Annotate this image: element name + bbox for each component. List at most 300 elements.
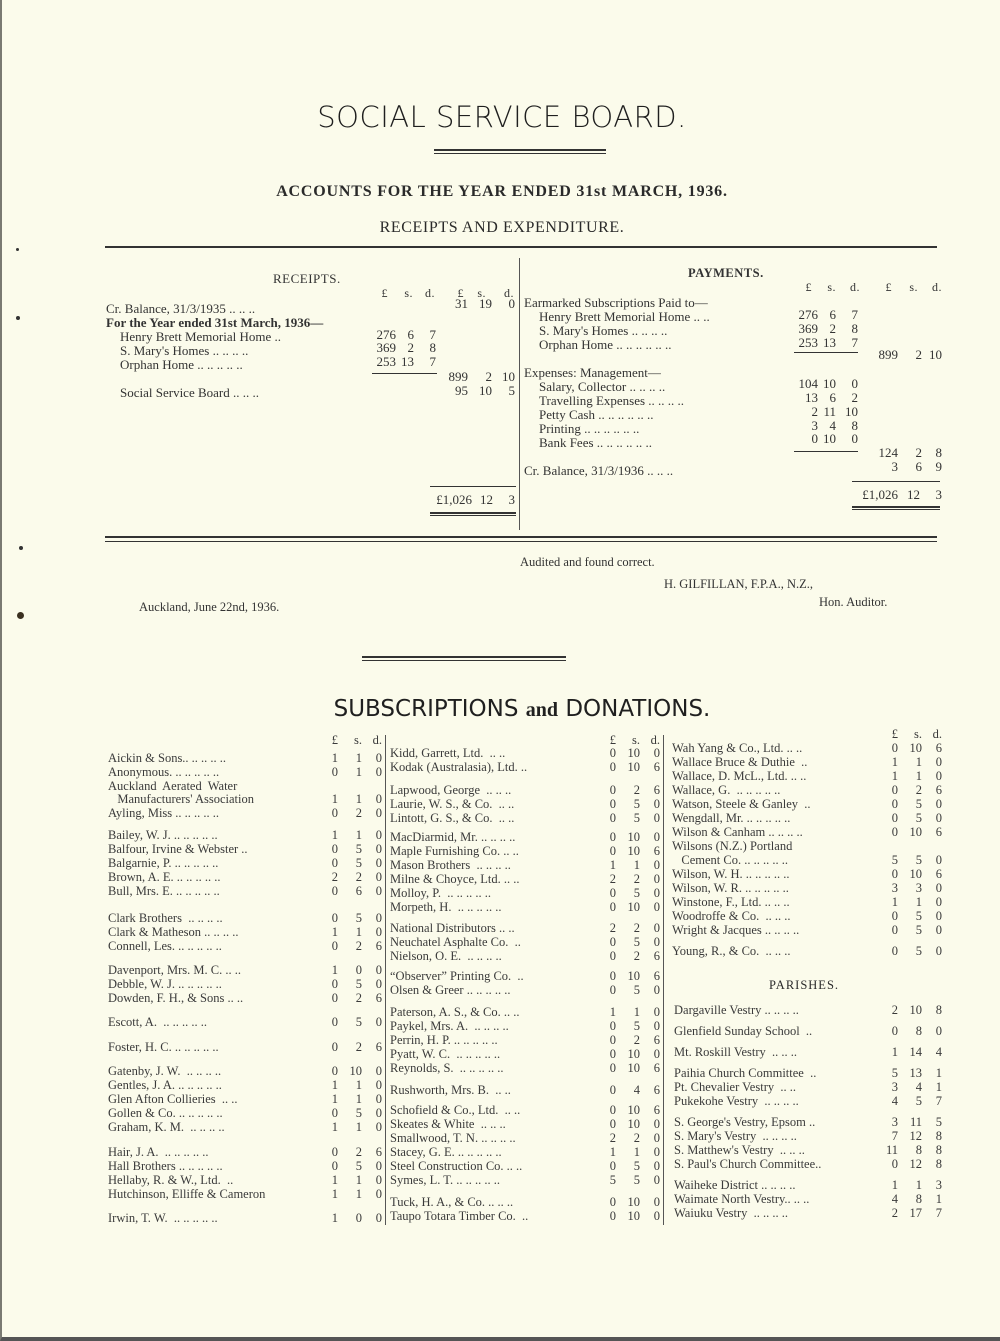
amount-shillings: 10 [627, 1103, 640, 1117]
amount-pence: 0 [375, 1211, 382, 1225]
donor-name: Gollen & Co. .. .. .. .. .. [108, 1106, 223, 1120]
amount [598, 1019, 660, 1033]
amount-shillings: 1 [915, 1178, 922, 1192]
donor-name: Neuchatel Asphalte Co. .. [390, 935, 521, 949]
donor-name: Pukekohe Vestry .. .. .. .. [674, 1094, 799, 1108]
amount [598, 844, 660, 858]
list-item [108, 884, 382, 898]
amount-pence: 6 [653, 1033, 660, 1047]
amount [598, 921, 660, 935]
list-item [674, 1066, 942, 1080]
list-item [390, 1159, 660, 1173]
donor-name: Clark Brothers .. .. .. .. [108, 911, 223, 925]
amount-shillings: 5 [915, 1094, 922, 1108]
amount [320, 792, 382, 806]
amount-pence: 0 [375, 856, 382, 870]
amount-shillings: 5 [355, 977, 362, 991]
amount [598, 1131, 660, 1145]
amount [598, 811, 660, 825]
amount-shillings: 2 [355, 1040, 362, 1054]
amount-pounds: 1 [891, 1178, 898, 1192]
amount [320, 911, 382, 925]
amount-pence: 0 [653, 1131, 660, 1145]
donor-name: Morpeth, H. .. .. .. .. .. [390, 900, 502, 914]
amount [598, 1083, 660, 1097]
amount-pence: 6 [935, 783, 942, 797]
list-item [390, 1033, 660, 1047]
amount-pence: 0 [653, 1145, 660, 1159]
amount-shillings: 11 [909, 1115, 922, 1129]
receipt-sub-pounds: 276 [376, 327, 396, 342]
amount-pence: 0 [653, 1117, 660, 1131]
amount-pence: 0 [653, 1159, 660, 1173]
amount-pence: 6 [653, 783, 660, 797]
amount-pounds: 0 [331, 939, 338, 953]
list-item [390, 921, 660, 935]
amount [880, 1024, 942, 1038]
receipt-total-pence: 10 [502, 369, 515, 384]
amount-pounds: 0 [609, 1083, 616, 1097]
donor-name: Clark & Matheson .. .. .. .. [108, 925, 239, 939]
donor-name: Wallace, D. McL., Ltd. .. .. [672, 769, 807, 783]
payment-sub-pence: 2 [851, 390, 858, 405]
section-heading: RECEIPTS AND EXPENDITURE. [379, 219, 625, 236]
list-item [390, 1145, 660, 1159]
col-header-shillings: s. [909, 280, 918, 294]
amount-pence: 6 [935, 825, 942, 839]
amount [320, 1040, 382, 1054]
donor-name: Hall Brothers .. .. .. .. .. [108, 1159, 223, 1173]
payment-total-pounds: 124 [878, 445, 898, 460]
amount-pounds: 1 [331, 1092, 338, 1106]
amount-pounds: 0 [609, 1061, 616, 1075]
list-item [108, 1078, 382, 1092]
payment-sub-pence: 0 [851, 376, 858, 391]
list-item [390, 1083, 660, 1097]
amount-shillings: 1 [355, 792, 362, 806]
amount-pounds: 1 [331, 925, 338, 939]
list-item [390, 1103, 660, 1117]
subscriptions-column-k-t [390, 0, 660, 1341]
donor-name: Stacey, G. E. .. .. .. .. .. [390, 1145, 502, 1159]
amount-pence: 0 [375, 925, 382, 939]
donor-name: Milne & Choyce, Ltd. .. .. [390, 872, 520, 886]
donor-name: Kidd, Garrett, Ltd. .. .. [390, 746, 506, 760]
col-header-pence: d. [850, 280, 860, 294]
donor-name: Bull, Mrs. E. .. .. .. .. .. [108, 884, 220, 898]
amount-shillings: 1 [355, 1078, 362, 1092]
amount-shillings: 2 [915, 783, 922, 797]
donor-name: Watson, Steele & Ganley .. [672, 797, 811, 811]
amount [320, 963, 382, 977]
list-item [390, 830, 660, 844]
list-item [674, 1178, 942, 1192]
amount-shillings: 5 [355, 1015, 362, 1029]
amount-pounds: 1 [891, 1045, 898, 1059]
donor-name: Dargaville Vestry .. .. .. .. [674, 1003, 799, 1017]
amount-pounds: 5 [891, 1066, 898, 1080]
amount-pounds: 0 [609, 830, 616, 844]
amount-pence: 6 [653, 1083, 660, 1097]
amount-pounds: 11 [885, 1143, 898, 1157]
amount-pounds: 0 [891, 1157, 898, 1171]
amount-shillings: 5 [633, 935, 640, 949]
list-item [108, 1159, 382, 1173]
col-header-pounds: £ [805, 280, 812, 294]
amount [598, 1005, 660, 1019]
amount-shillings: 10 [627, 1209, 640, 1223]
amount-shillings: 2 [355, 1145, 362, 1159]
col-header-pence: d. [504, 286, 514, 300]
amount [320, 1173, 382, 1187]
amount-pence: 0 [375, 911, 382, 925]
receipt-total-pounds: 95 [455, 383, 468, 398]
amount-pounds: 4 [891, 1192, 898, 1206]
amount-shillings: 1 [355, 1173, 362, 1187]
donor-name: Dowden, F. H., & Sons .. .. [108, 991, 244, 1005]
list-item [390, 886, 660, 900]
amount-shillings: 10 [909, 1003, 922, 1017]
amount-pounds: 0 [331, 842, 338, 856]
auditor-name: H. GILFILLAN, F.P.A., N.Z., [664, 577, 813, 591]
amount [598, 858, 660, 872]
amount-pence: 0 [935, 811, 942, 825]
list-item [390, 858, 660, 872]
amount [598, 1209, 660, 1223]
payments-grand-total-shillings: 12 [907, 487, 920, 502]
amount-shillings: 5 [355, 1159, 362, 1173]
donor-name: Wallace, G. .. .. .. .. .. [672, 783, 781, 797]
list-item [108, 870, 382, 884]
amount-pounds: 5 [609, 1173, 616, 1187]
amount [598, 783, 660, 797]
amount-pounds: 1 [331, 828, 338, 842]
list-item [390, 949, 660, 963]
amount-shillings: 1 [355, 1187, 362, 1201]
donor-name: Olsen & Greer .. .. .. .. .. [390, 983, 511, 997]
amount-shillings: 13 [909, 1066, 922, 1080]
amount-pence: 0 [375, 1092, 382, 1106]
donor-name: Paihia Church Committee .. [674, 1066, 817, 1080]
list-item [390, 783, 660, 797]
payment-line: Earmarked Subscriptions Paid to— [524, 295, 708, 310]
donor-name: Cement Co. .. .. .. .. .. [672, 853, 788, 867]
amount [320, 1159, 382, 1173]
amount-pounds: 0 [331, 911, 338, 925]
amount-shillings: 12 [909, 1157, 922, 1171]
amount-pence: 0 [653, 830, 660, 844]
payment-sub-pounds: 2 [811, 404, 818, 419]
donor-name: Paykel, Mrs. A. .. .. .. .. [390, 1019, 509, 1033]
list-item [108, 856, 382, 870]
amount [880, 1143, 942, 1157]
donor-name: Hair, J. A. .. .. .. .. .. [108, 1145, 209, 1159]
column-divider [385, 735, 386, 1225]
list-item [390, 1209, 660, 1223]
amount-shillings: 12 [909, 1129, 922, 1143]
amount-pounds: 0 [609, 900, 616, 914]
receipt-line: Cr. Balance, 31/3/1935 .. .. .. [106, 301, 256, 316]
amount-shillings: 2 [355, 991, 362, 1005]
donor-name: Glenfield Sunday School .. [674, 1024, 813, 1038]
amount-pounds: 0 [331, 1040, 338, 1054]
col-header-shillings: s. [477, 286, 486, 300]
list-item [390, 1195, 660, 1209]
amount [320, 842, 382, 856]
list-item [390, 872, 660, 886]
amount-pounds: 0 [609, 811, 616, 825]
donor-name: Gatenby, J. W. .. .. .. .. [108, 1064, 222, 1078]
donor-name: Mt. Roskill Vestry .. .. .. [674, 1045, 798, 1059]
amount-pence: 0 [653, 1005, 660, 1019]
list-item [674, 1143, 942, 1157]
receipt-total-pounds: 899 [448, 369, 468, 384]
amount [320, 1015, 382, 1029]
amount-pence: 0 [653, 872, 660, 886]
amount-pounds: 0 [891, 944, 898, 958]
amount [598, 886, 660, 900]
amount-pounds: 0 [891, 797, 898, 811]
amount [880, 1066, 942, 1080]
donor-name: Wah Yang & Co., Ltd. .. .. [672, 741, 803, 755]
donor-name: Woodroffe & Co. .. .. .. [672, 909, 791, 923]
amount-shillings: 2 [633, 921, 640, 935]
amount-pounds: 0 [609, 935, 616, 949]
amount [598, 1145, 660, 1159]
amount-shillings: 5 [915, 944, 922, 958]
parishes-heading: PARISHES. [769, 978, 840, 992]
subscriptions-col-header: £ s. d. [331, 733, 382, 747]
amount-pounds: 0 [609, 783, 616, 797]
amount-shillings: 10 [909, 825, 922, 839]
amount-shillings: 2 [355, 870, 362, 884]
list-item [108, 1211, 382, 1225]
amount [598, 983, 660, 997]
donor-name: Bailey, W. J. .. .. .. .. .. [108, 828, 218, 842]
list-item [390, 844, 660, 858]
receipt-line: For the Year ended 31st March, 1936— [106, 315, 324, 330]
payments-grand-total-pence: 3 [935, 487, 942, 502]
list-item [108, 977, 382, 991]
payment-sub-pounds: 13 [805, 390, 818, 405]
amount-pence: 0 [375, 1187, 382, 1201]
payment-sub-pounds: 0 [811, 431, 818, 446]
amount-pounds: 1 [331, 1187, 338, 1201]
amount [880, 1157, 942, 1171]
list-item [674, 1003, 942, 1017]
amount-pounds: 5 [891, 853, 898, 867]
amount-pounds: 0 [331, 977, 338, 991]
list-item [390, 935, 660, 949]
amount-shillings: 10 [627, 1047, 640, 1061]
amount-pounds: 0 [331, 806, 338, 820]
amount-pounds: 2 [609, 921, 616, 935]
amount-pounds: 0 [609, 1195, 616, 1209]
amount-pence: 3 [935, 1178, 942, 1192]
amount [320, 939, 382, 953]
amount-pence: 0 [375, 828, 382, 842]
amount-shillings: 10 [627, 900, 640, 914]
amount-pence: 0 [653, 811, 660, 825]
amount-pence: 0 [653, 1209, 660, 1223]
amount [320, 1078, 382, 1092]
amount [598, 1103, 660, 1117]
donor-name: Winstone, F., Ltd. .. .. .. [672, 895, 790, 909]
amount-pence: 6 [653, 1103, 660, 1117]
amount-pounds: 3 [891, 1115, 898, 1129]
amount-pounds: 0 [331, 884, 338, 898]
amount-shillings: 3 [915, 881, 922, 895]
donor-name: S. Paul's Church Committee.. [674, 1157, 822, 1171]
payment-total-shillings: 6 [915, 459, 922, 474]
donor-name: National Distributors .. .. [390, 921, 515, 935]
list-item [108, 1092, 382, 1106]
amount-pence: 0 [935, 755, 942, 769]
amount-shillings: 10 [909, 867, 922, 881]
amount-shillings: 10 [627, 1195, 640, 1209]
receipt-line: S. Mary's Homes .. .. .. .. [120, 343, 249, 358]
amount-shillings: 5 [633, 1173, 640, 1187]
amount-pence: 0 [375, 1078, 382, 1092]
amount-shillings: 5 [915, 811, 922, 825]
amount-pence: 0 [935, 909, 942, 923]
amount-pounds: 0 [609, 969, 616, 983]
amount-pence: 0 [935, 923, 942, 937]
amount-pounds: 0 [331, 1064, 338, 1078]
list-item [674, 1115, 942, 1129]
amount-shillings: 5 [915, 909, 922, 923]
list-item [108, 1106, 382, 1120]
auditor-role: Hon. Auditor. [819, 595, 888, 609]
amount-shillings: 10 [349, 1064, 362, 1078]
payment-line: S. Mary's Homes .. .. .. .. [539, 323, 668, 338]
amount-pence: 6 [375, 1040, 382, 1054]
place-date: Auckland, June 22nd, 1936. [139, 600, 280, 614]
amount-pounds: 0 [331, 1145, 338, 1159]
amount-pounds: 0 [609, 1209, 616, 1223]
donor-name: Graham, K. M. .. .. .. .. [108, 1120, 225, 1134]
amount [880, 1080, 942, 1094]
list-item [390, 1005, 660, 1019]
amount-pounds: 2 [891, 1206, 898, 1220]
amount-shillings: 2 [633, 949, 640, 963]
list-item [108, 765, 382, 779]
amount [598, 872, 660, 886]
amount-pounds: 0 [331, 991, 338, 1005]
amount [320, 870, 382, 884]
amount-pence: 5 [935, 1115, 942, 1129]
donor-name: Skeates & White .. .. .. [390, 1117, 506, 1131]
payment-total-shillings: 2 [915, 347, 922, 362]
amount-shillings: 5 [915, 797, 922, 811]
list-item [390, 969, 660, 983]
amount-pence: 0 [653, 1195, 660, 1209]
list-item [108, 779, 382, 793]
amount [598, 1117, 660, 1131]
amount [598, 1047, 660, 1061]
amount [880, 1192, 942, 1206]
amount-shillings: 10 [627, 830, 640, 844]
donor-name: Young, R., & Co. .. .. .. [672, 944, 791, 958]
amount [598, 1061, 660, 1075]
subscriptions-title-b: DONATIONS. [565, 696, 711, 722]
amount-pounds: 0 [891, 923, 898, 937]
amount-pounds: 0 [609, 949, 616, 963]
amount [320, 1092, 382, 1106]
donor-name: Waimate North Vestry.. .. .. [674, 1192, 810, 1206]
amount-pounds: 0 [609, 760, 616, 774]
donor-name: Gentles, J. A. .. .. .. .. .. [108, 1078, 222, 1092]
list-item [108, 1015, 382, 1029]
amount-pounds: 2 [609, 1131, 616, 1145]
list-item [674, 1024, 942, 1038]
donor-name: Anonymous. .. .. .. .. .. [108, 765, 220, 779]
donor-name: Taupo Totara Timber Co. .. [390, 1209, 529, 1223]
list-item [674, 1129, 942, 1143]
list-item [674, 1045, 942, 1059]
receipts-heading: RECEIPTS. [273, 271, 341, 286]
amount [880, 1003, 942, 1017]
amount-shillings: 5 [633, 811, 640, 825]
amount-pence: 4 [935, 1045, 942, 1059]
donor-name: Davenport, Mrs. M. C. .. .. [108, 963, 241, 977]
donor-name: Lintott, G. S., & Co. .. .. [390, 811, 515, 825]
audit-statement: Audited and found correct. [520, 555, 655, 569]
amount-pence: 1 [935, 1080, 942, 1094]
amount-pence: 0 [653, 935, 660, 949]
payment-total-pence: 9 [935, 459, 942, 474]
receipt-sub-pounds: 253 [376, 354, 396, 369]
amount-pence: 8 [935, 1143, 942, 1157]
receipts-grand-total-shillings: 12 [480, 492, 493, 507]
payment-sub-pounds: 253 [798, 335, 818, 350]
amount [320, 856, 382, 870]
amount [320, 1187, 382, 1201]
donor-name: Balfour, Irvine & Webster .. [108, 842, 248, 856]
margin-speck [19, 546, 23, 550]
donor-name: Rushworth, Mrs. B. .. .. [390, 1083, 511, 1097]
list-item [108, 1187, 382, 1201]
amount [598, 969, 660, 983]
amount-pence: 0 [375, 884, 382, 898]
receipt-total-pounds: 31 [455, 296, 468, 311]
amount-pence: 0 [375, 977, 382, 991]
payment-line: Expenses: Management— [524, 365, 661, 380]
amount-pence: 6 [653, 969, 660, 983]
list-item [108, 1173, 382, 1187]
amount [320, 1064, 382, 1078]
amount [880, 1129, 942, 1143]
amount-pounds: 0 [331, 1106, 338, 1120]
amount-pence: 0 [935, 944, 942, 958]
receipt-sub-shillings: 6 [407, 327, 414, 342]
list-item [674, 1080, 942, 1094]
amount-pence: 0 [375, 806, 382, 820]
amount-pounds: 2 [891, 1003, 898, 1017]
amount-shillings: 5 [633, 1159, 640, 1173]
receipt-sub-pence: 8 [429, 340, 436, 355]
amount-shillings: 1 [633, 1005, 640, 1019]
amount-shillings: 10 [627, 746, 640, 760]
amount [320, 1211, 382, 1225]
amount-shillings: 1 [355, 1092, 362, 1106]
list-item [390, 746, 660, 760]
list-item [108, 911, 382, 925]
payment-sub-shillings: 6 [829, 390, 836, 405]
list-item [390, 1047, 660, 1061]
list-item [390, 1131, 660, 1145]
amount-pounds: 0 [609, 1047, 616, 1061]
